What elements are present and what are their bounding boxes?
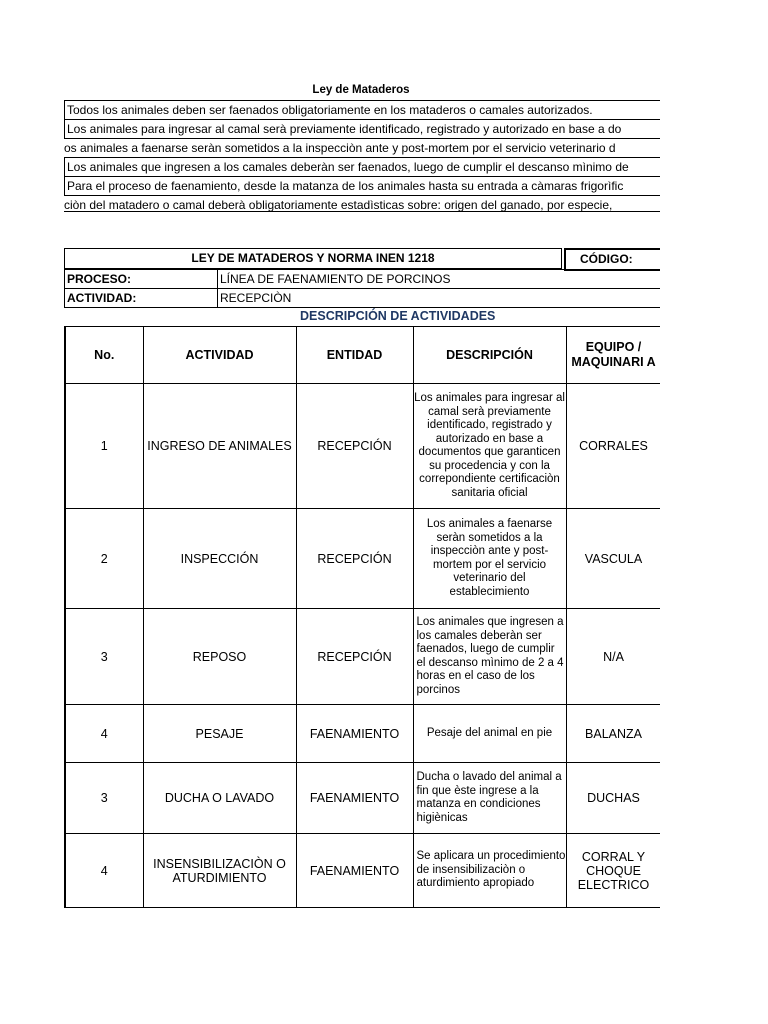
row-number: 4 — [65, 834, 143, 908]
row-number: 2 — [65, 509, 143, 609]
row-number: 1 — [65, 384, 143, 509]
row-equipment: BALANZA — [566, 705, 660, 763]
table-row — [65, 705, 660, 763]
law-title: Ley de Mataderos — [312, 84, 410, 96]
process-header — [64, 248, 660, 308]
row-activity: INSPECCIÓN — [143, 509, 296, 609]
table-row — [65, 763, 660, 834]
row-description: Ducha o lavado del animal a fin que èste ingrese a la matanza en condiciones higiènicas — [413, 763, 566, 834]
row-entity: FAENAMIENTO — [296, 834, 413, 908]
row-entity: FAENAMIENTO — [296, 705, 413, 763]
row-equipment: DUCHAS — [566, 763, 660, 834]
row-equipment: CORRALES — [566, 384, 660, 509]
row-number: 3 — [65, 609, 143, 705]
activities-table — [64, 326, 660, 910]
table-row — [65, 509, 660, 609]
row-entity: RECEPCIÓN — [296, 509, 413, 609]
row-activity: DUCHA O LAVADO — [143, 763, 296, 834]
divider — [64, 211, 660, 212]
law-line: Todos los animales deben ser faenados obligatoriamente en los mataderos o camales autorizados. — [64, 100, 660, 119]
section-title: DESCRIPCIÓN DE ACTIVIDADES — [300, 309, 496, 323]
row-description: Los animales a faenarse seràn sometidos a la inspecciòn ante y post-mortem por el servicio veterinario del establecimiento — [413, 509, 566, 609]
column-header: DESCRIPCIÓN — [413, 327, 566, 384]
law-line: Los animales que ingresen a los camales deberàn ser faenados, luego de cumplir el descanso mìnimo de — [64, 157, 660, 176]
law-line: os animales a faenarse seràn sometidos a la inspecciòn ante y post-mortem por el servicio veterinario d — [64, 138, 660, 157]
law-line: Para el proceso de faenamiento, desde la matanza de los animales hasta su entrada a càmaras frigorìfic — [64, 176, 660, 195]
activity-label: ACTIVIDAD: — [64, 288, 217, 308]
row-description-text: Los animales que ingresen a los camales deberàn ser faenados, luego de cumplir el descanso mìnimo de 2 a 4 horas en el caso de los porcinos — [416, 616, 564, 696]
column-header: No. — [65, 327, 143, 384]
column-header: ENTIDAD — [296, 327, 413, 384]
code-label: CÓDIGO: — [564, 248, 660, 271]
row-activity: REPOSO — [143, 609, 296, 705]
row-description: Se aplicara un procedimiento de insensibilizaciòn o aturdimiento apropiado — [413, 834, 566, 908]
row-activity: PESAJE — [143, 705, 296, 763]
row-activity: INGRESO DE ANIMALES — [143, 384, 296, 509]
law-list — [64, 100, 660, 212]
row-equipment: CORRAL Y CHOQUE ELECTRICO — [566, 834, 660, 908]
row-entity: RECEPCIÓN — [296, 384, 413, 509]
activity-value: RECEPCIÒN — [217, 288, 660, 308]
row-entity: FAENAMIENTO — [296, 763, 413, 834]
table-row — [65, 609, 660, 705]
row-number: 3 — [65, 763, 143, 834]
table-row — [65, 834, 660, 908]
row-activity: INSENSIBILIZACIÒN O ATURDIMIENTO — [143, 834, 296, 908]
process-label: PROCESO: — [64, 269, 217, 289]
row-description — [413, 384, 566, 509]
row-description — [413, 609, 566, 705]
main-title: LEY DE MATADEROS Y NORMA INEN 1218 — [64, 248, 562, 269]
row-equipment: VASCULA — [566, 509, 660, 609]
table-row — [65, 384, 660, 509]
column-header: EQUIPO / MAQUINARI A — [566, 327, 660, 384]
row-description: Pesaje del animal en pie — [413, 705, 566, 763]
column-header: ACTIVIDAD — [143, 327, 296, 384]
law-line: ciòn del matadero o camal deberà obligatoriamente estadìsticas sobre: origen del ganado, por especie, — [64, 195, 660, 212]
row-number: 4 — [65, 705, 143, 763]
row-entity: RECEPCIÓN — [296, 609, 413, 705]
law-line: Los animales para ingresar al camal serà previamente identificado, registrado y autorizado en base a do — [64, 119, 660, 138]
process-value: LÍNEA DE FAENAMIENTO DE PORCINOS — [217, 269, 660, 289]
row-equipment: N/A — [566, 609, 660, 705]
row-description-text: Los animales para ingresar al camal serà previamente identificado, registrado y autorizado en base a documentos que garanticen su procedencia y con la correpondiente certificaciòn sanitaria oficial — [414, 392, 565, 499]
